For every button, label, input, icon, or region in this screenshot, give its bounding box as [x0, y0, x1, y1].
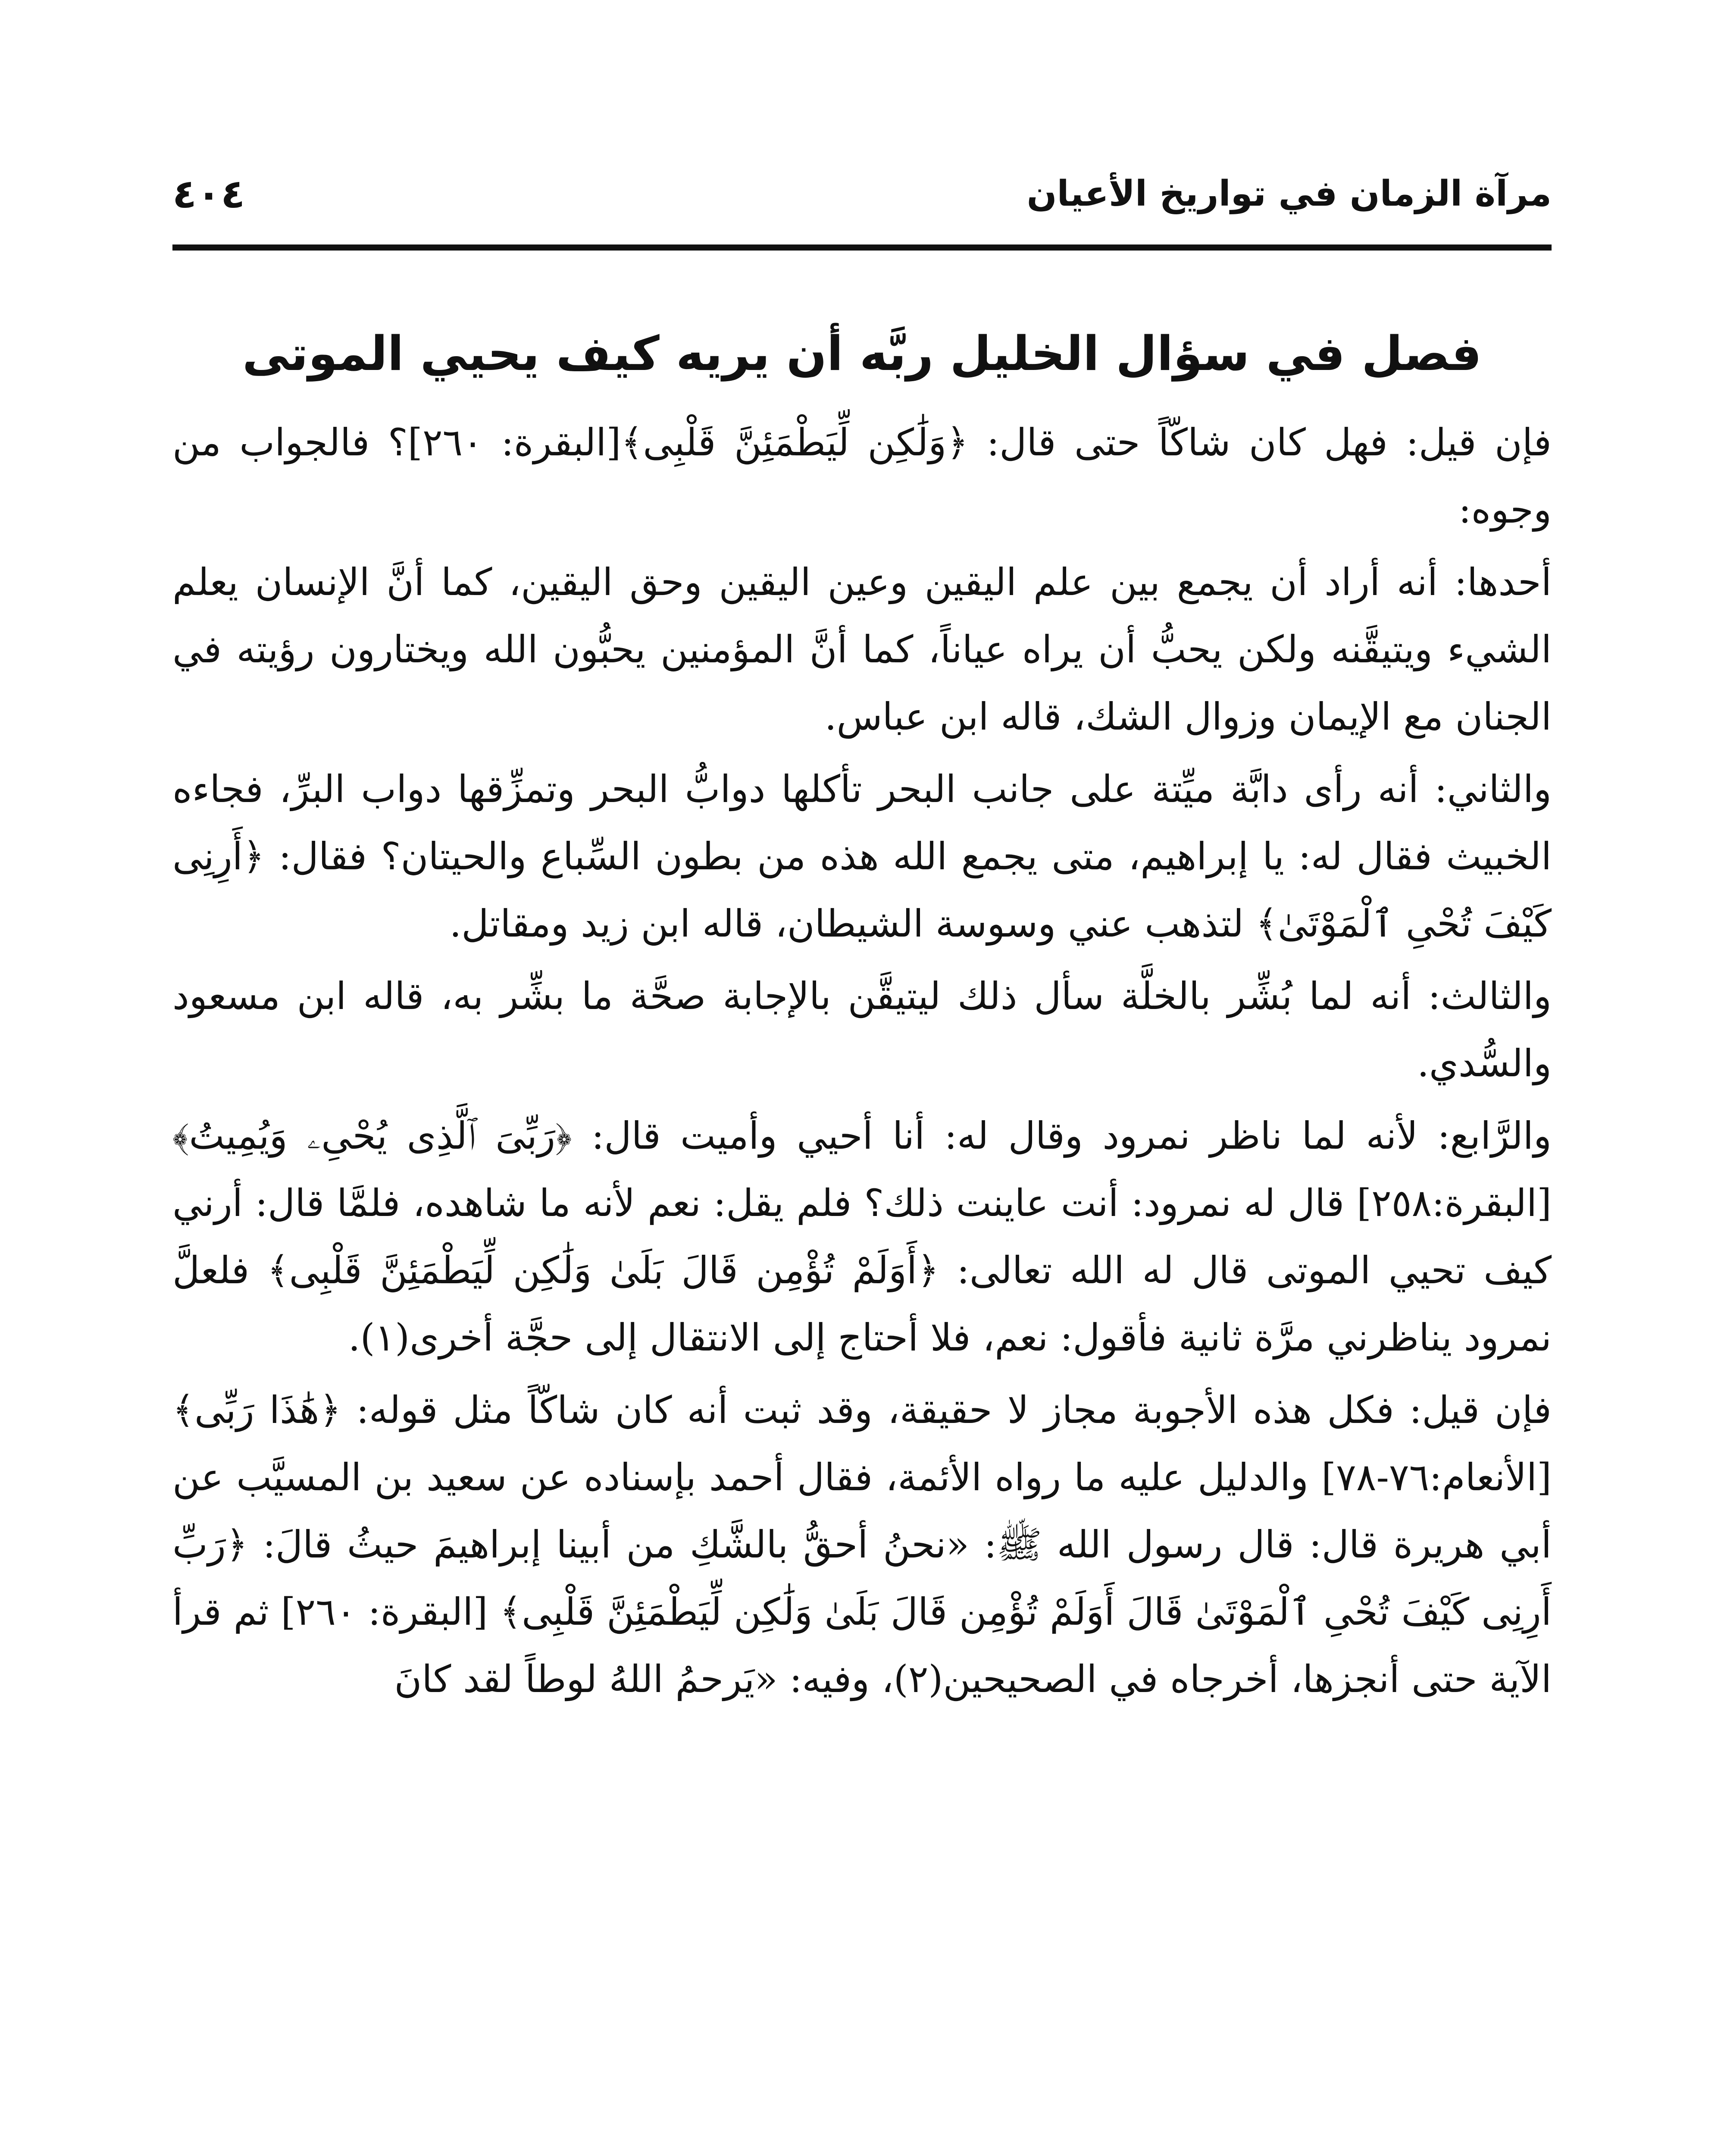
- paragraph-objection: فإن قيل: فكل هذه الأجوبة مجاز لا حقيقة، وقد ثبت أنه كان شاكّاً مثل قوله: ﴿هَٰذَا رَبِّى﴾[الأنعام:٧٦-٧٨] والدليل عليه ما رواه الأئمة، فقال أحمد بإسناده عن سعيد بن المسيَّب عن أبي هريرة قال: قال رسول الله ﷺ: «نحنُ أحقُّ بالشَّكِ من أبينا إبراهيمَ حيثُ قالَ: ﴿رَبِّ أَرِنِى كَيْفَ تُحْىِ ٱلْمَوْتَىٰ قَالَ أَوَلَمْ تُؤْمِن قَالَ بَلَىٰ وَلَٰكِن لِّيَطْمَئِنَّ قَلْبِى﴾ [البقرة: ٢٦٠] ثم قرأ الآية حتى أنجزها، أخرجاه في الصحيحين(٢)، وفيه: «يَرحمُ اللهُ لوطاً لقد كانَ: [172, 1388, 1552, 1701]
- paragraph-fourth-answer: والرَّابع: لأنه لما ناظر نمرود وقال له: أنا أحيي وأميت قال: ﴿رَبِّىَ ٱلَّذِى يُحْىِۦ وَيُمِيتُ﴾[البقرة:٢٥٨] قال له نمرود: أنت عاينت ذلك؟ فلم يقل: نعم لأنه ما شاهده، فلمَّا قال: أرني كيف تحيي الموتى قال له الله تعالى: ﴿أَوَلَمْ تُؤْمِن قَالَ بَلَىٰ وَلَٰكِن لِّيَطْمَئِنَّ قَلْبِى﴾ فلعلَّ نمرود يناظرني مرَّة ثانية فأقول: نعم، فلا أحتاج إلى الانتقال إلى حجَّة أخرى(١).: [172, 1114, 1552, 1360]
- paragraph-first-answer: أحدها: أنه أراد أن يجمع بين علم اليقين وعين اليقين وحق اليقين، كما أنَّ الإنسان يعلم الشيء ويتيقَّنه ولكن يحبُّ أن يراه عياناً، كما أنَّ المؤمنين يحبُّون الله ويختارون رؤيته في الجنان مع الإيمان وزوال الشك، قاله ابن عباس.: [172, 560, 1552, 739]
- section-title: فصل في سؤال الخليل ربَّه أن يريه كيف يحيي الموتى: [242, 326, 1482, 381]
- page-header: [172, 170, 1552, 257]
- page-body: [172, 319, 1552, 1718]
- running-title: مرآة الزمان في تواريخ الأعيان: [1026, 173, 1552, 214]
- paragraph-third-answer: والثالث: أنه لما بُشِّر بالخلَّة سأل ذلك ليتيقَّن بالإجابة صحَّة ما بشِّر به، قاله ابن مسعود والسُّدي.: [172, 974, 1552, 1085]
- header-rule: [172, 244, 1552, 251]
- paragraph-question: فإن قيل: فهل كان شاكّاً حتى قال: ﴿وَلَٰكِن لِّيَطْمَئِنَّ قَلْبِى﴾[البقرة: ٢٦٠]؟ فالجواب من وجوه:: [172, 420, 1552, 532]
- page-number: ٤٠٤: [172, 171, 245, 217]
- paragraph-second-answer: والثاني: أنه رأى دابَّة ميِّتة على جانب البحر تأكلها دوابُّ البحر وتمزِّقها دواب البرِّ، فجاءه الخبيث فقال له: يا إبراهيم، متى يجمع الله هذه من بطون السِّباع والحيتان؟ فقال: ﴿أَرِنِى كَيْفَ تُحْىِ ٱلْمَوْتَىٰ﴾ لتذهب عني وسوسة الشيطان، قاله ابن زيد ومقاتل.: [172, 767, 1552, 946]
